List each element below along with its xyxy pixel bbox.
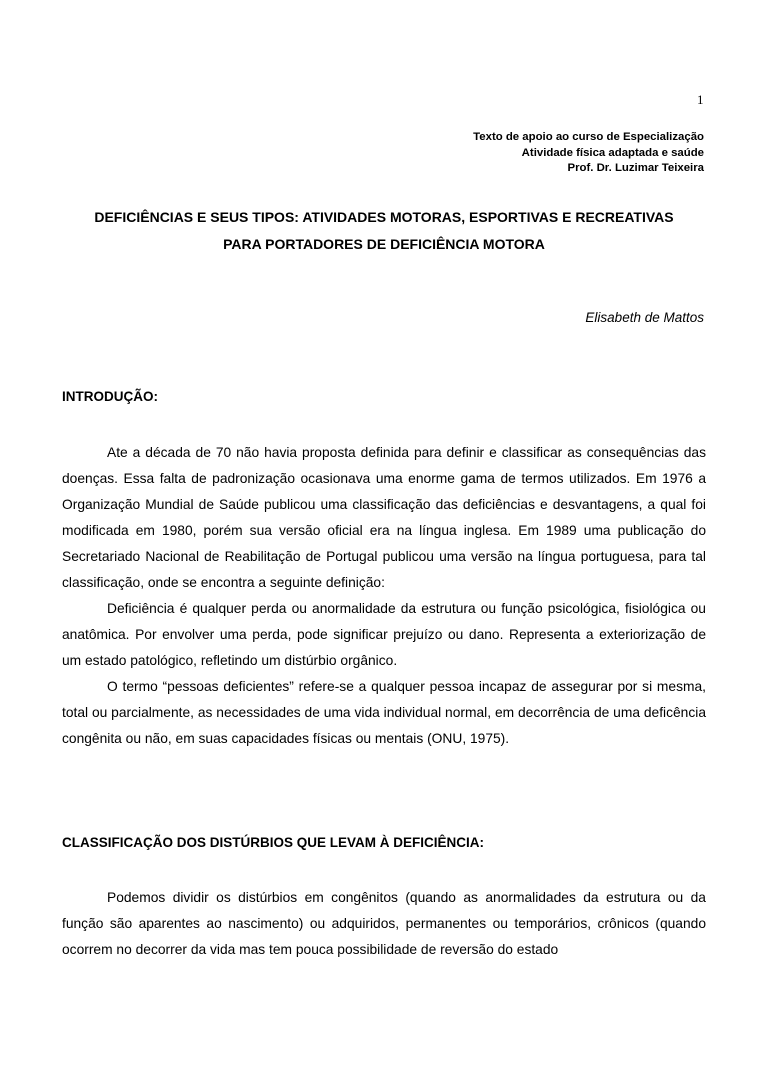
paragraph: Ate a década de 70 não havia proposta definida para definir e classificar as consequências das doenças. Essa falta de padronização ocasionava uma enorme gama de termos utilizados. Em 1976 a Organização Mundial de Saúde publicou uma classificação das deficiências e desvantagens, a qual foi modificada em 1980, porém sua versão oficial era na língua inglesa. Em 1989 uma publicação do Secretariado Nacional de Reabilitação de Portugal publicou uma versão na língua portuguesa, para tal classificação, onde se encontra a seguinte definição:: [62, 445, 706, 590]
classification-body: [62, 885, 706, 963]
paragraph: Podemos dividir os distúrbios em congênitos (quando as anormalidades da estrutura ou da função são aparentes ao nascimento) ou adquiridos, permanentes ou temporários, crônicos (quando ocorrem no decorrer da vida mas tem pouca possibilidade de reversão do estado: [62, 890, 706, 957]
course-header-line: Prof. Dr. Luzimar Teixeira: [567, 162, 704, 174]
intro-heading: INTRODUÇÃO:: [62, 389, 158, 404]
course-header-line: Atividade física adaptada e saúde: [521, 146, 704, 159]
paragraph: Deficiência é qualquer perda ou anormalidade da estrutura ou função psicológica, fisiológica ou anatômica. Por envolver uma perda, pode significar prejuízo ou dano. Representa a exteriorização de um estado patológico, refletindo um distúrbio orgânico.: [62, 601, 706, 668]
course-header: [473, 130, 704, 177]
document-title-line: DEFICIÊNCIAS E SEUS TIPOS: ATIVIDADES MOTORAS, ESPORTIVAS E RECREATIVAS: [94, 209, 674, 225]
document-title-line: PARA PORTADORES DE DEFICIÊNCIA MOTORA: [223, 236, 545, 252]
author-name: Elisabeth de Mattos: [585, 310, 704, 325]
page-number: 1: [697, 92, 704, 107]
document-title: [62, 204, 706, 258]
classification-heading: CLASSIFICAÇÃO DOS DISTÚRBIOS QUE LEVAM À DEFICIÊNCIA:: [62, 835, 485, 850]
course-header-line: Texto de apoio ao curso de Especialização: [473, 131, 704, 143]
paragraph: O termo “pessoas deficientes” refere-se a qualquer pessoa incapaz de assegurar por si mesma, total ou parcialmente, as necessidades de uma vida individual normal, em decorrência de uma deficência congênita ou não, em suas capacidades físicas ou mentais (ONU, 1975).: [62, 679, 706, 746]
intro-body: [62, 440, 706, 752]
